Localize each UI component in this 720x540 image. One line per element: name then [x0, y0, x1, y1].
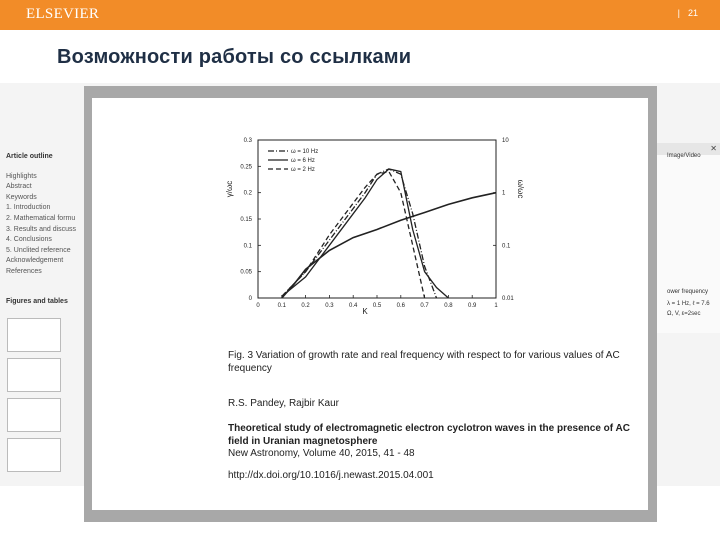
- x-tick-label: 0.3: [325, 303, 334, 309]
- x-tick-label: 0.4: [349, 303, 358, 309]
- figure-popup: [92, 98, 648, 510]
- x-tick-label: 0.2: [301, 303, 310, 309]
- y-left-tick-label: 0.15: [240, 217, 252, 223]
- figure-thumbnail[interactable]: [7, 398, 61, 432]
- x-tick-label: 1: [494, 303, 498, 309]
- y-right-tick-label: 0.1: [502, 243, 511, 250]
- elsevier-logo: ELSEVIER: [26, 6, 100, 22]
- outline-item[interactable]: Abstract: [6, 183, 32, 191]
- figure-thumbnail[interactable]: [7, 358, 61, 392]
- figure-thumbnail[interactable]: [7, 318, 61, 352]
- x-tick-label: 0.9: [468, 303, 477, 309]
- close-icon[interactable]: ✕: [710, 144, 717, 153]
- figure-thumbnail[interactable]: [7, 438, 61, 472]
- page-number-value: 21: [687, 8, 698, 18]
- figure-caption: Fig. 3 Variation of growth rate and real frequency with respect to for various values of AC: [228, 350, 620, 361]
- figure-chart: [92, 98, 648, 348]
- x-tick-label: 0.6: [396, 303, 405, 309]
- x-tick-label: 0.8: [444, 303, 453, 309]
- legend-label: ω = 2 Hz: [291, 167, 315, 173]
- figure-caption-cont: frequency: [228, 363, 272, 374]
- y-left-tick-label: 0.3: [243, 138, 252, 144]
- x-tick-label: 0.5: [372, 303, 382, 309]
- outline-item[interactable]: 3. Results and discuss: [6, 225, 77, 233]
- outline-item[interactable]: 1. Introduction: [6, 204, 51, 212]
- y-left-tick-label: 0.1: [243, 243, 252, 250]
- viewer-caption: ower frequency: [667, 289, 709, 295]
- article-title-cont[interactable]: field in Uranian magnetosphere: [228, 436, 378, 447]
- header-bar: [0, 0, 720, 30]
- slide-title: Возможности работы со ссылками: [57, 46, 412, 68]
- viewer-label: Image/Video: [667, 153, 701, 159]
- figures-heading: Figures and tables: [6, 298, 68, 305]
- page-separator: |: [677, 8, 680, 18]
- article-title[interactable]: Theoretical study of electromagnetic electron cyclotron waves in the presence of AC: [228, 423, 630, 434]
- legend-label: ω = 6 Hz: [291, 158, 315, 164]
- x-tick-label: 0.7: [420, 303, 429, 309]
- outline-item[interactable]: Keywords: [6, 193, 37, 201]
- outline-item[interactable]: Acknowledgement: [6, 257, 64, 265]
- y-right-tick-label: 1: [502, 190, 506, 197]
- legend-label: ω = 10 Hz: [291, 149, 319, 155]
- outline-item[interactable]: Highlights: [6, 172, 37, 180]
- outline-item[interactable]: 4. Conclusions: [6, 236, 52, 244]
- outline-item[interactable]: 5. Unclited reference: [6, 246, 71, 254]
- image-viewer-panel: [656, 143, 720, 333]
- y-left-tick-label: 0.05: [240, 269, 252, 276]
- y-left-tick-label: 0: [248, 296, 252, 302]
- outline-item[interactable]: 2. Mathematical formu: [6, 214, 76, 222]
- outline-item[interactable]: References: [6, 267, 42, 275]
- viewer-caption: Ω, V, ε=2sec: [667, 311, 701, 317]
- y-left-axis-label: γ/ωc: [225, 180, 234, 198]
- y-right-tick-label: 0.01: [502, 296, 514, 302]
- x-tick-label: 0: [256, 303, 260, 309]
- y-left-tick-label: 0.25: [240, 164, 252, 171]
- article-outline: [6, 152, 86, 278]
- journal-citation: New Astronomy, Volume 40, 2015, 41 - 48: [228, 448, 415, 459]
- x-axis-label: K: [362, 307, 368, 316]
- y-right-tick-label: 10: [502, 138, 509, 144]
- doi-link[interactable]: http://dx.doi.org/10.1016/j.newast.2015.04.001: [228, 470, 434, 481]
- series-line-3: [282, 193, 496, 298]
- page-number: [678, 8, 698, 18]
- outline-heading: Article outline: [6, 153, 53, 160]
- y-right-axis-label: ω/ωc: [516, 179, 525, 199]
- y-left-tick-label: 0.2: [243, 190, 252, 197]
- article-authors: R.S. Pandey, Rajbir Kaur: [228, 398, 339, 409]
- x-tick-label: 0.1: [277, 303, 286, 309]
- viewer-caption: λ = 1 Hz, ℓ = 7.6: [667, 301, 710, 307]
